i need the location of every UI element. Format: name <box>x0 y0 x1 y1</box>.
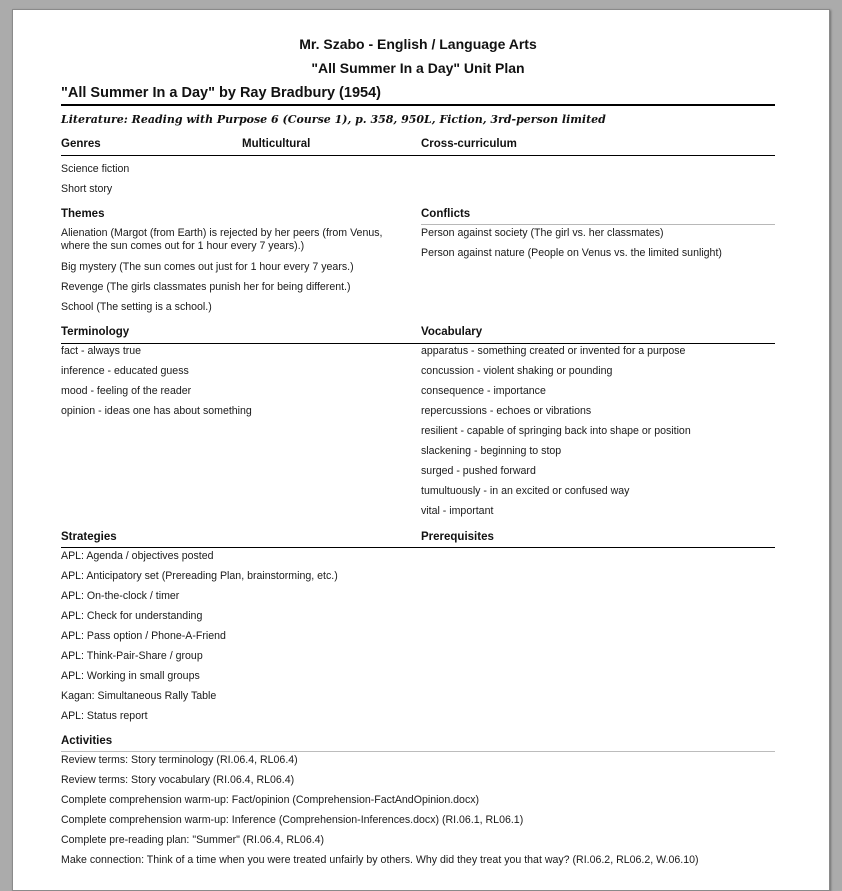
strategies-heading: Strategies <box>61 531 117 543</box>
strategy-item: APL: On-the-clock / timer <box>61 590 180 602</box>
vocabulary-item: concussion - violent shaking or pounding <box>421 365 613 377</box>
activity-item: Review terms: Story terminology (RI.06.4, RL06.4) <box>61 754 298 766</box>
vocabulary-item: surged - pushed forward <box>421 465 536 477</box>
activities-divider <box>61 751 775 752</box>
activities-heading: Activities <box>61 735 113 747</box>
unit-plan-heading: "All Summer In a Day" Unit Plan <box>311 60 525 76</box>
strategy-item: APL: Working in small groups <box>61 670 200 682</box>
theme-item: School (The setting is a school.) <box>61 301 212 313</box>
theme-item: Revenge (The girls classmates punish her for being different.) <box>61 281 351 293</box>
terminology-divider <box>61 343 775 344</box>
genres-heading: Genres <box>61 138 101 150</box>
strategies-divider <box>61 547 775 548</box>
terminology-item: mood - feeling of the reader <box>61 385 192 397</box>
theme-item: Alienation (Margot (from Earth) is rejected by her peers (from Venus, where the sun comes out for 1 hour every 7 years).) <box>61 227 383 252</box>
vocabulary-item: repercussions - echoes or vibrations <box>421 405 592 417</box>
themes-heading: Themes <box>61 208 105 220</box>
genres-divider <box>61 155 775 156</box>
literature-line: Literature: Reading with Purpose 6 (Course 1), p. 358, 950L, Fiction, 3rd-person limited <box>61 113 606 126</box>
genre-item: Science fiction <box>61 163 130 175</box>
terminology-item: fact - always true <box>61 345 142 357</box>
vocabulary-item: consequence - importance <box>421 385 546 397</box>
vocabulary-item: vital - important <box>421 505 494 517</box>
conflict-item: Person against society (The girl vs. her classmates) <box>421 227 664 239</box>
terminology-item: opinion - ideas one has about something <box>61 405 252 417</box>
conflicts-divider <box>421 224 775 225</box>
strategy-item: APL: Pass option / Phone-A-Friend <box>61 630 226 642</box>
vocabulary-item: tumultuously - in an excited or confused way <box>421 485 630 497</box>
cross-curriculum-heading: Cross-curriculum <box>421 138 517 150</box>
strategy-item: APL: Check for understanding <box>61 610 203 622</box>
conflicts-heading: Conflicts <box>421 208 471 220</box>
title-divider <box>61 104 775 106</box>
activity-item: Complete pre-reading plan: "Summer" (RI.06.4, RL06.4) <box>61 834 325 846</box>
document-page <box>12 9 830 891</box>
strategy-item: Kagan: Simultaneous Rally Table <box>61 690 217 702</box>
strategy-item: APL: Think-Pair-Share / group <box>61 650 203 662</box>
vocabulary-item: apparatus - something created or invented for a purpose <box>421 345 686 357</box>
prerequisites-heading: Prerequisites <box>421 531 494 543</box>
activity-item: Review terms: Story vocabulary (RI.06.4, RL06.4) <box>61 774 295 786</box>
vocabulary-item: slackening - beginning to stop <box>421 445 562 457</box>
strategy-item: APL: Agenda / objectives posted <box>61 550 214 562</box>
activity-item: Make connection: Think of a time when you were treated unfairly by others. Why did they treat you that way? (RI.06.2, RL06.2, W.06.10) <box>61 854 699 866</box>
story-title: "All Summer In a Day" by Ray Bradbury (1954) <box>61 85 381 101</box>
strategy-item: APL: Anticipatory set (Prereading Plan, brainstorming, etc.) <box>61 570 338 582</box>
activity-item: Complete comprehension warm-up: Inference (Comprehension-Inferences.docx) (RI.06.1, RL06.1) <box>61 814 524 826</box>
terminology-heading: Terminology <box>61 326 130 338</box>
strategy-item: APL: Status report <box>61 710 148 722</box>
teacher-heading: Mr. Szabo - English / Language Arts <box>299 36 537 52</box>
theme-item: Big mystery (The sun comes out just for 1 hour every 7 years.) <box>61 261 354 273</box>
multicultural-heading: Multicultural <box>242 138 311 150</box>
vocabulary-item: resilient - capable of springing back into shape or position <box>421 425 691 437</box>
genre-item: Short story <box>61 183 113 195</box>
activity-item: Complete comprehension warm-up: Fact/opinion (Comprehension-FactAndOpinion.docx) <box>61 794 480 806</box>
vocabulary-heading: Vocabulary <box>421 326 483 338</box>
conflict-item: Person against nature (People on Venus vs. the limited sunlight) <box>421 247 722 259</box>
terminology-item: inference - educated guess <box>61 365 189 377</box>
